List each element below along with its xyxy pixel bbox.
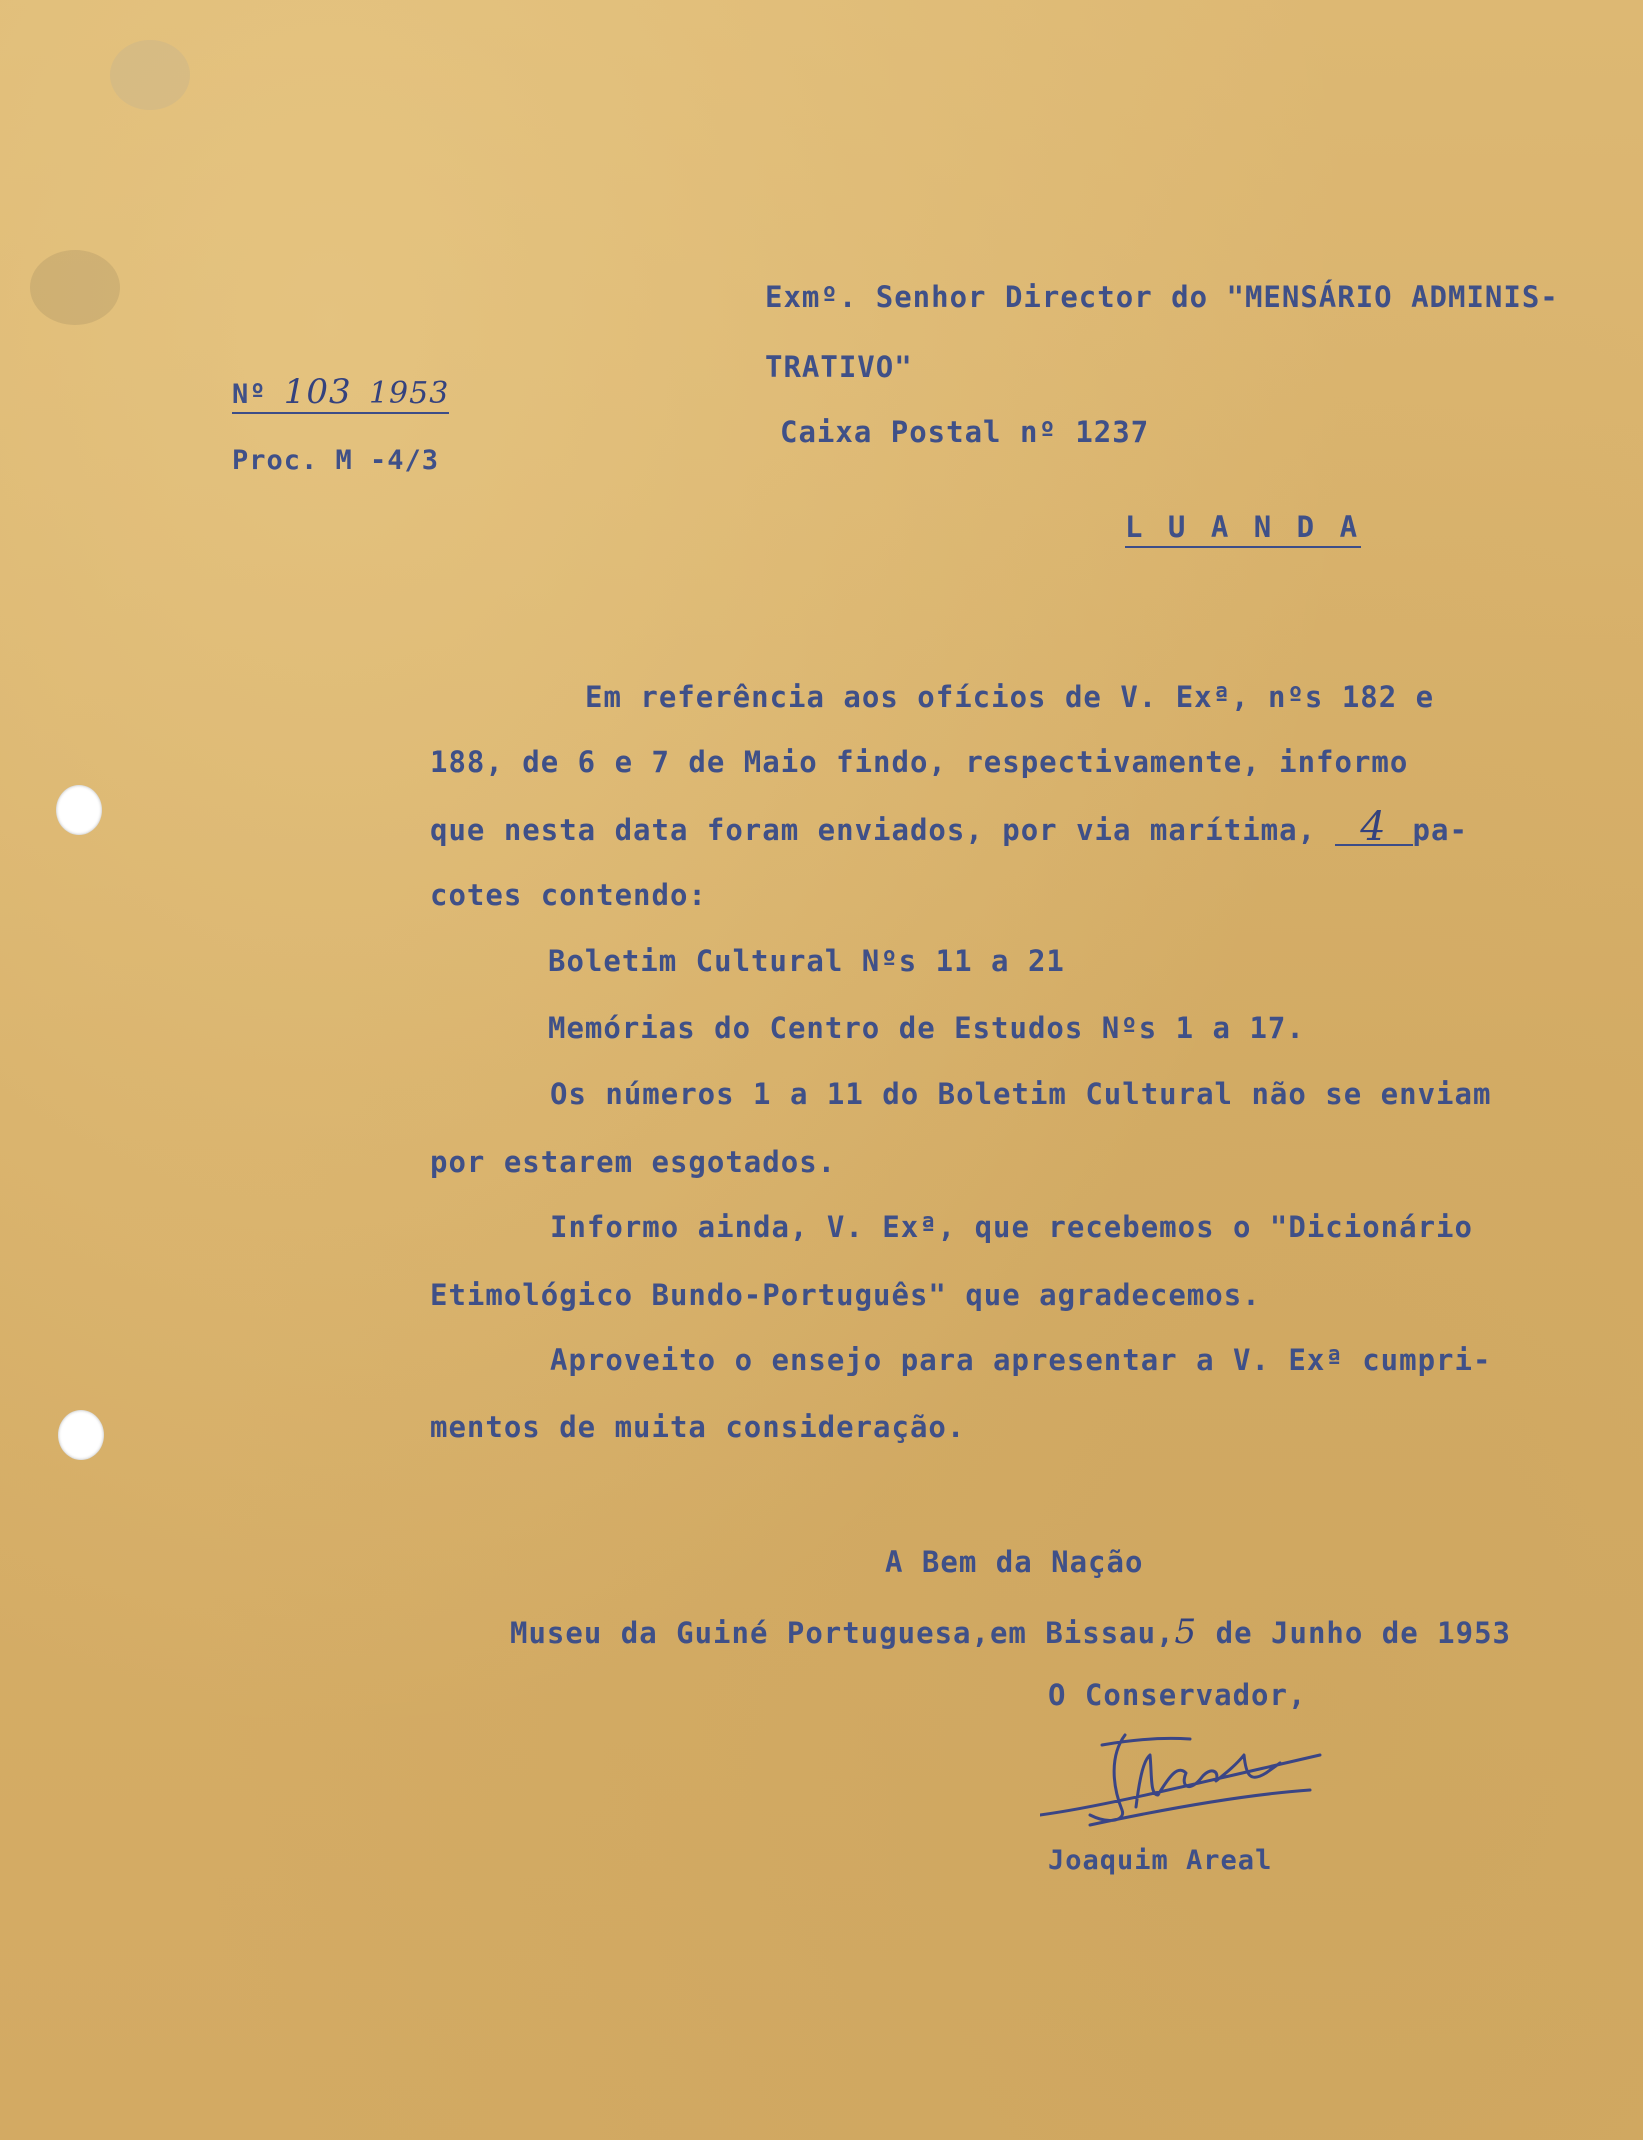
- addressee-line-2: TRATIVO": [765, 350, 913, 384]
- body-line: Etimológico Bundo-Português" que agradecemos.: [430, 1278, 1261, 1312]
- signature: [1040, 1715, 1330, 1835]
- body-list-item: Boletim Cultural Nºs 11 a 21: [548, 944, 1065, 978]
- punch-hole-bottom: [58, 1410, 104, 1460]
- body-line: cotes contendo:: [430, 878, 707, 912]
- body-line: por estarem esgotados.: [430, 1145, 837, 1179]
- reference-number: Nº 103 1953: [232, 372, 450, 412]
- closing-role: O Conservador,: [1048, 1678, 1307, 1712]
- body-line: que nesta data foram enviados, por via marítima, 4 pa-: [430, 804, 1468, 850]
- body-line: Os números 1 a 11 do Boletim Cultural não se enviam: [550, 1077, 1492, 1111]
- packet-count-handwritten: 4: [1335, 812, 1413, 846]
- body-line: Informo ainda, V. Exª, que recebemos o "Dicionário: [550, 1210, 1473, 1244]
- closing-salutation: A Bem da Nação: [885, 1545, 1144, 1579]
- closing-place-date: Museu da Guiné Portuguesa,em Bissau,5 de Junho de 1953: [510, 1612, 1512, 1652]
- punch-hole-top: [56, 785, 102, 835]
- body-list-item: Memórias do Centro de Estudos Nºs 1 a 17.: [548, 1011, 1305, 1045]
- addressee-city: L U A N D A: [1125, 510, 1361, 544]
- process-number: Proc. M -4/3: [232, 445, 440, 476]
- signatory-name: Joaquim Areal: [1048, 1845, 1273, 1876]
- body-line: mentos de muita consideração.: [430, 1410, 966, 1444]
- body-line: Aproveito o ensejo para apresentar a V. Exª cumpri-: [550, 1343, 1492, 1377]
- body-line: 188, de 6 e 7 de Maio findo, respectivamente, informo: [430, 745, 1409, 779]
- paper-stain: [110, 40, 190, 110]
- paper-stain: [30, 250, 120, 325]
- body-line: Em referência aos ofícios de V. Exª, nºs 182 e: [585, 680, 1435, 714]
- addressee-line-1: Exmº. Senhor Director do "MENSÁRIO ADMINIS-: [765, 280, 1559, 314]
- handwritten-day: 5: [1174, 1612, 1198, 1652]
- addressee-line-3: Caixa Postal nº 1237: [780, 415, 1150, 449]
